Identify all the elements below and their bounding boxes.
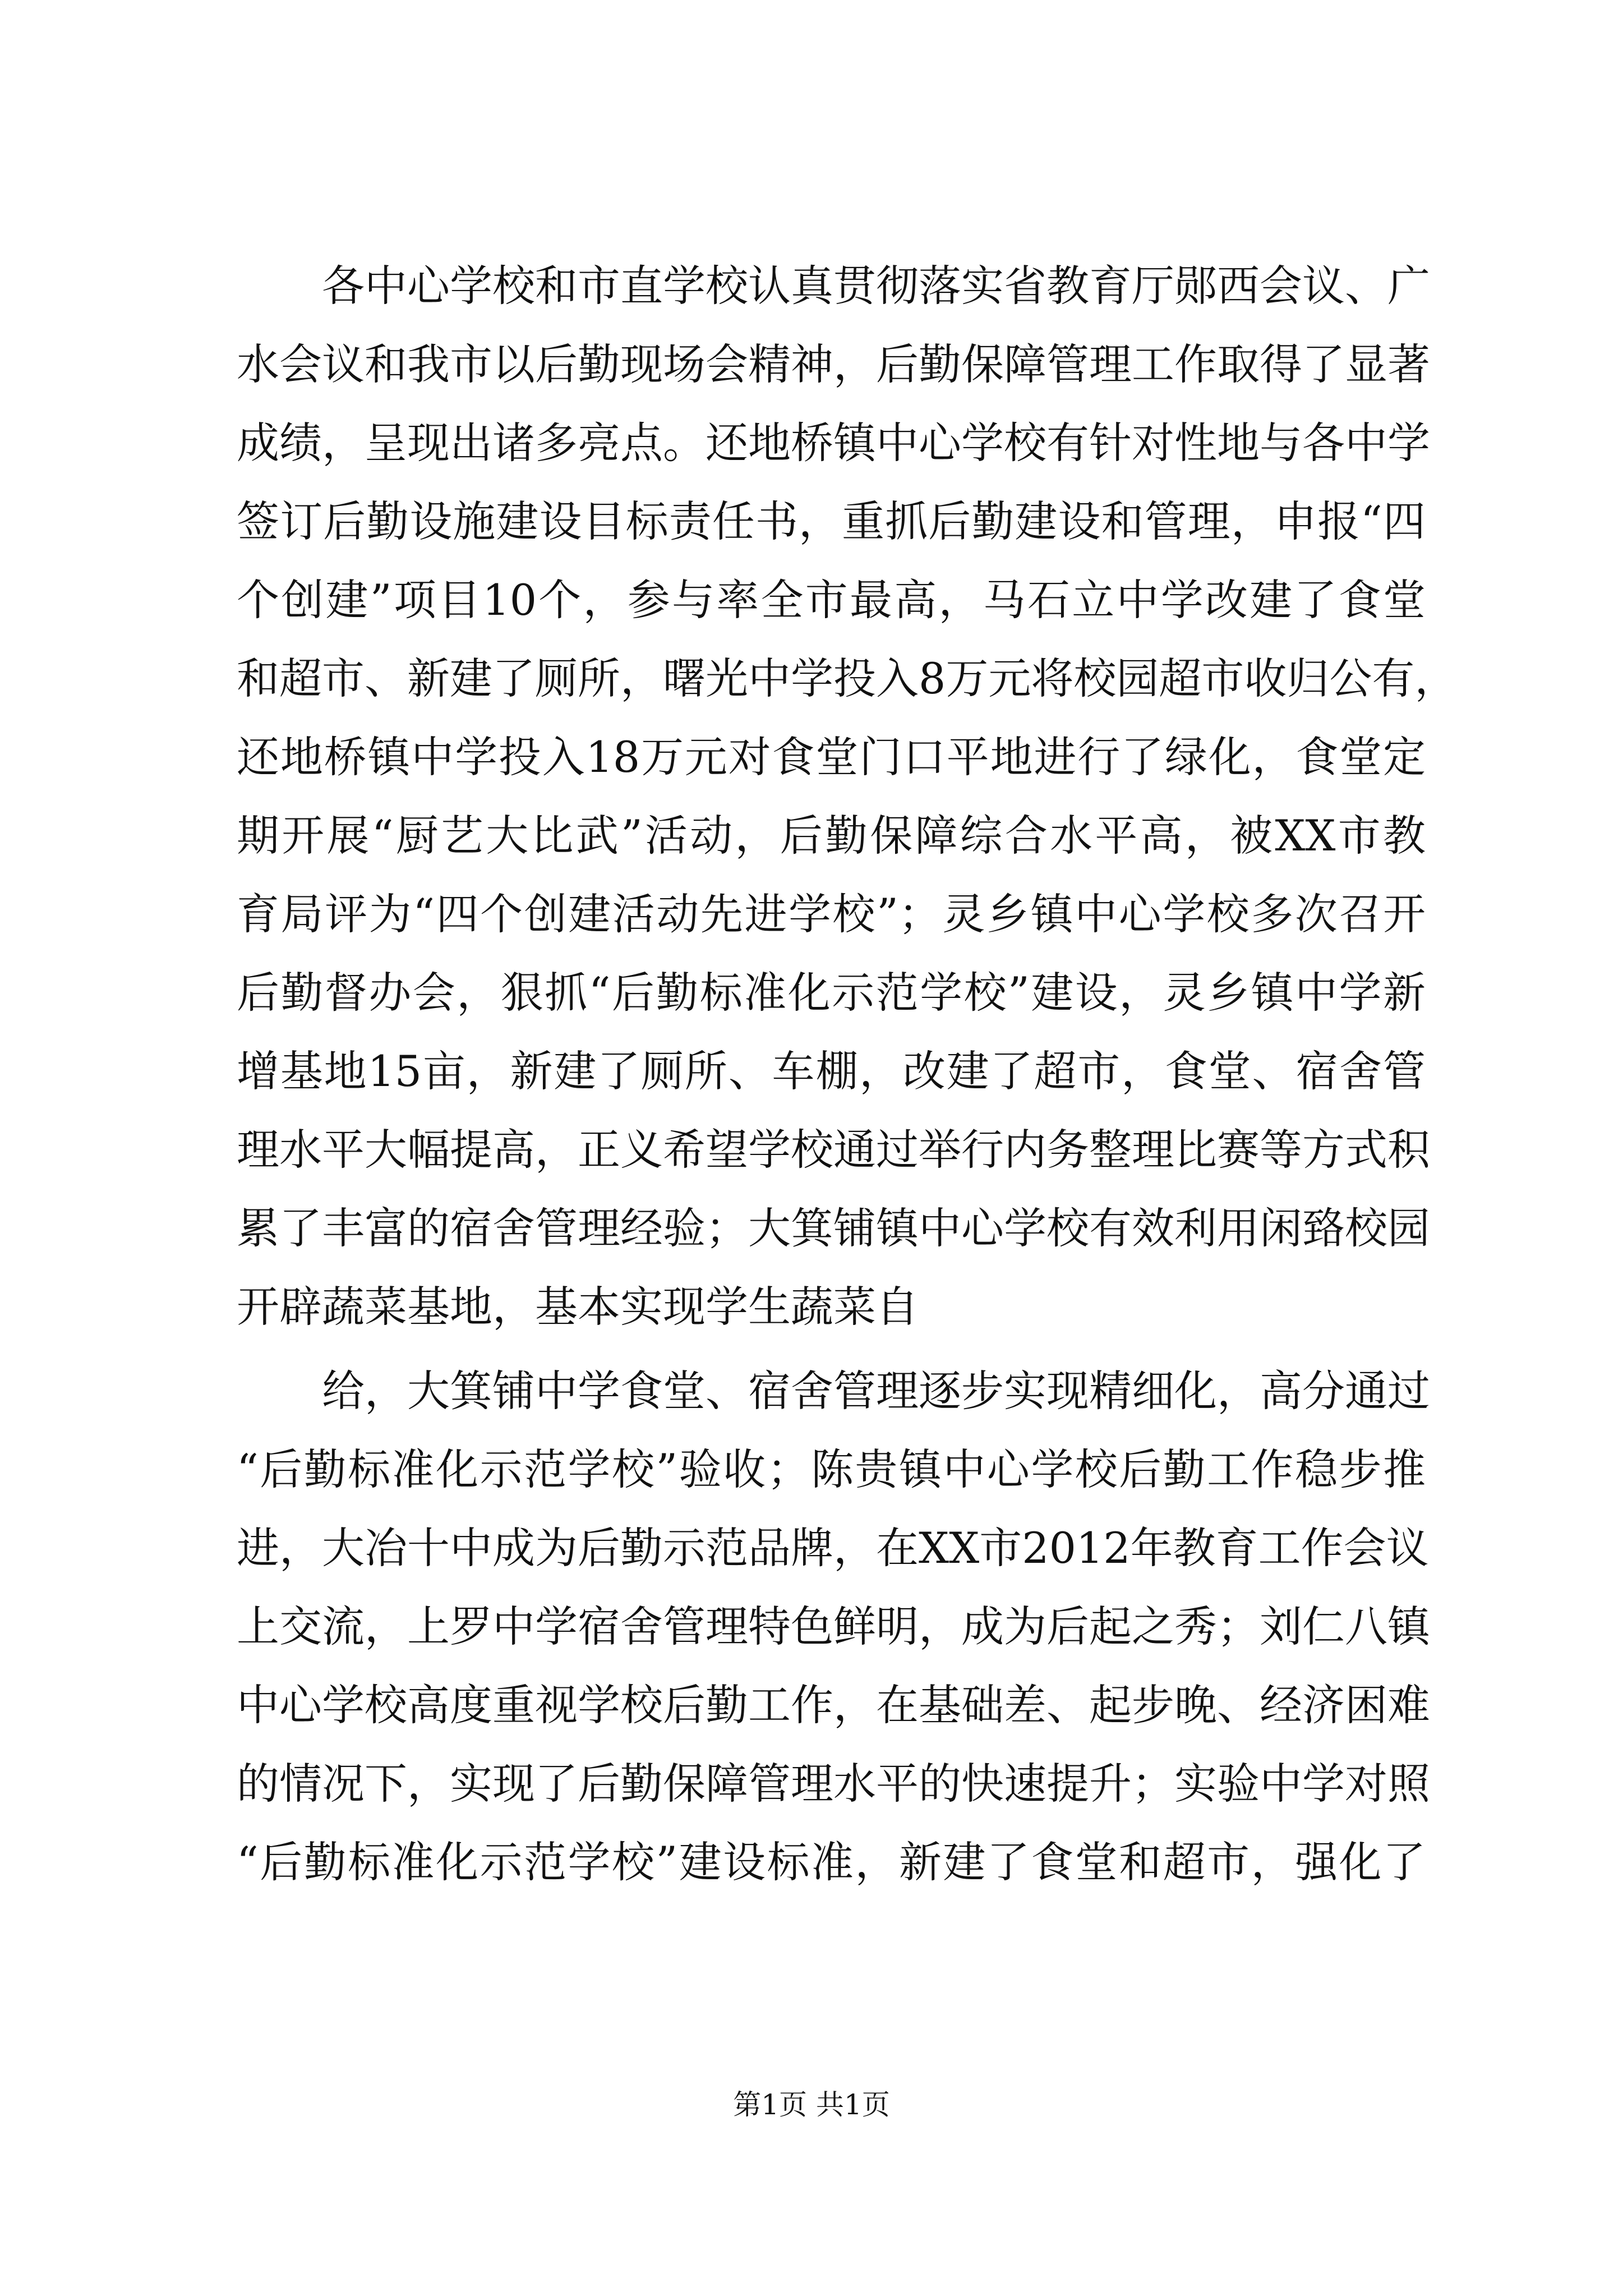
- text-line: 和超市、新建了厕所，曙光中学投入8万元将校园超市收归公有，: [237, 654, 1458, 703]
- text-line: 理水平大幅提高，正义希望学校通过举行内务整理比赛等方式积: [237, 1125, 1430, 1175]
- body-text: [237, 247, 1458, 1902]
- paragraph-gap: [237, 1346, 1426, 1352]
- text-line: 的情况下，实现了后勤保障管理水平的快速提升；实验中学对照: [237, 1759, 1430, 1809]
- text-line: 成绩，呈现出诸多亮点。还地桥镇中心学校有针对性地与各中学: [237, 418, 1430, 468]
- text-line: 增基地15亩，新建了厕所、车棚，改建了超市，食堂、宿舍管: [237, 1046, 1426, 1096]
- text-line: “后勤标准化示范学校”验收；陈贵镇中心学校后勤工作稳步推: [237, 1444, 1426, 1494]
- text-line: 进，大冶十中成为后勤示范品牌，在XX市2012年教育工作会议: [237, 1523, 1429, 1573]
- text-line: 后勤督办会，狠抓“后勤标准化示范学校”建设，灵乡镇中学新: [237, 968, 1426, 1018]
- text-line: 给，大箕铺中学食堂、宿舍管理逐步实现精细化，高分通过: [322, 1366, 1430, 1416]
- text-line: 期开展“厨艺大比武”活动，后勤保障综合水平高，被XX市教: [237, 811, 1426, 861]
- paragraph-1: [237, 247, 1458, 1346]
- text-line: 各中心学校和市直学校认真贯彻落实省教育厅郧西会议、广: [322, 261, 1430, 311]
- text-line: 水会议和我市以后勤现场会精神，后勤保障管理工作取得了显著: [237, 339, 1430, 389]
- text-line: 育局评为“四个创建活动先进学校”；灵乡镇中心学校多次召开: [237, 889, 1426, 939]
- page-footer: [0, 2082, 1623, 2123]
- paragraph-2: [237, 1352, 1430, 1902]
- text-line: 个创建”项目10个，参与率全市最高，马石立中学改建了食堂: [237, 575, 1426, 625]
- text-line: “后勤标准化示范学校”建设标准，新建了食堂和超市，强化了: [237, 1837, 1426, 1887]
- text-line: 累了丰富的宿舍管理经验；大箕铺镇中心学校有效利用闲臵校园: [237, 1203, 1430, 1253]
- text-line: 签订后勤设施建设目标责任书，重抓后勤建设和管理，申报“四: [237, 496, 1426, 546]
- page-number-label: 第1页 共1页: [733, 2088, 890, 2121]
- text-line: 还地桥镇中学投入18万元对食堂门口平地进行了绿化，食堂定: [237, 732, 1426, 782]
- text-line: 中心学校高度重视学校后勤工作，在基础差、起步晚、经济困难: [237, 1680, 1430, 1730]
- text-line: 开辟蔬菜基地，基本实现学生蔬菜自: [237, 1282, 919, 1332]
- text-line: 上交流，上罗中学宿舍管理特色鲜明，成为后起之秀；刘仁八镇: [237, 1602, 1430, 1651]
